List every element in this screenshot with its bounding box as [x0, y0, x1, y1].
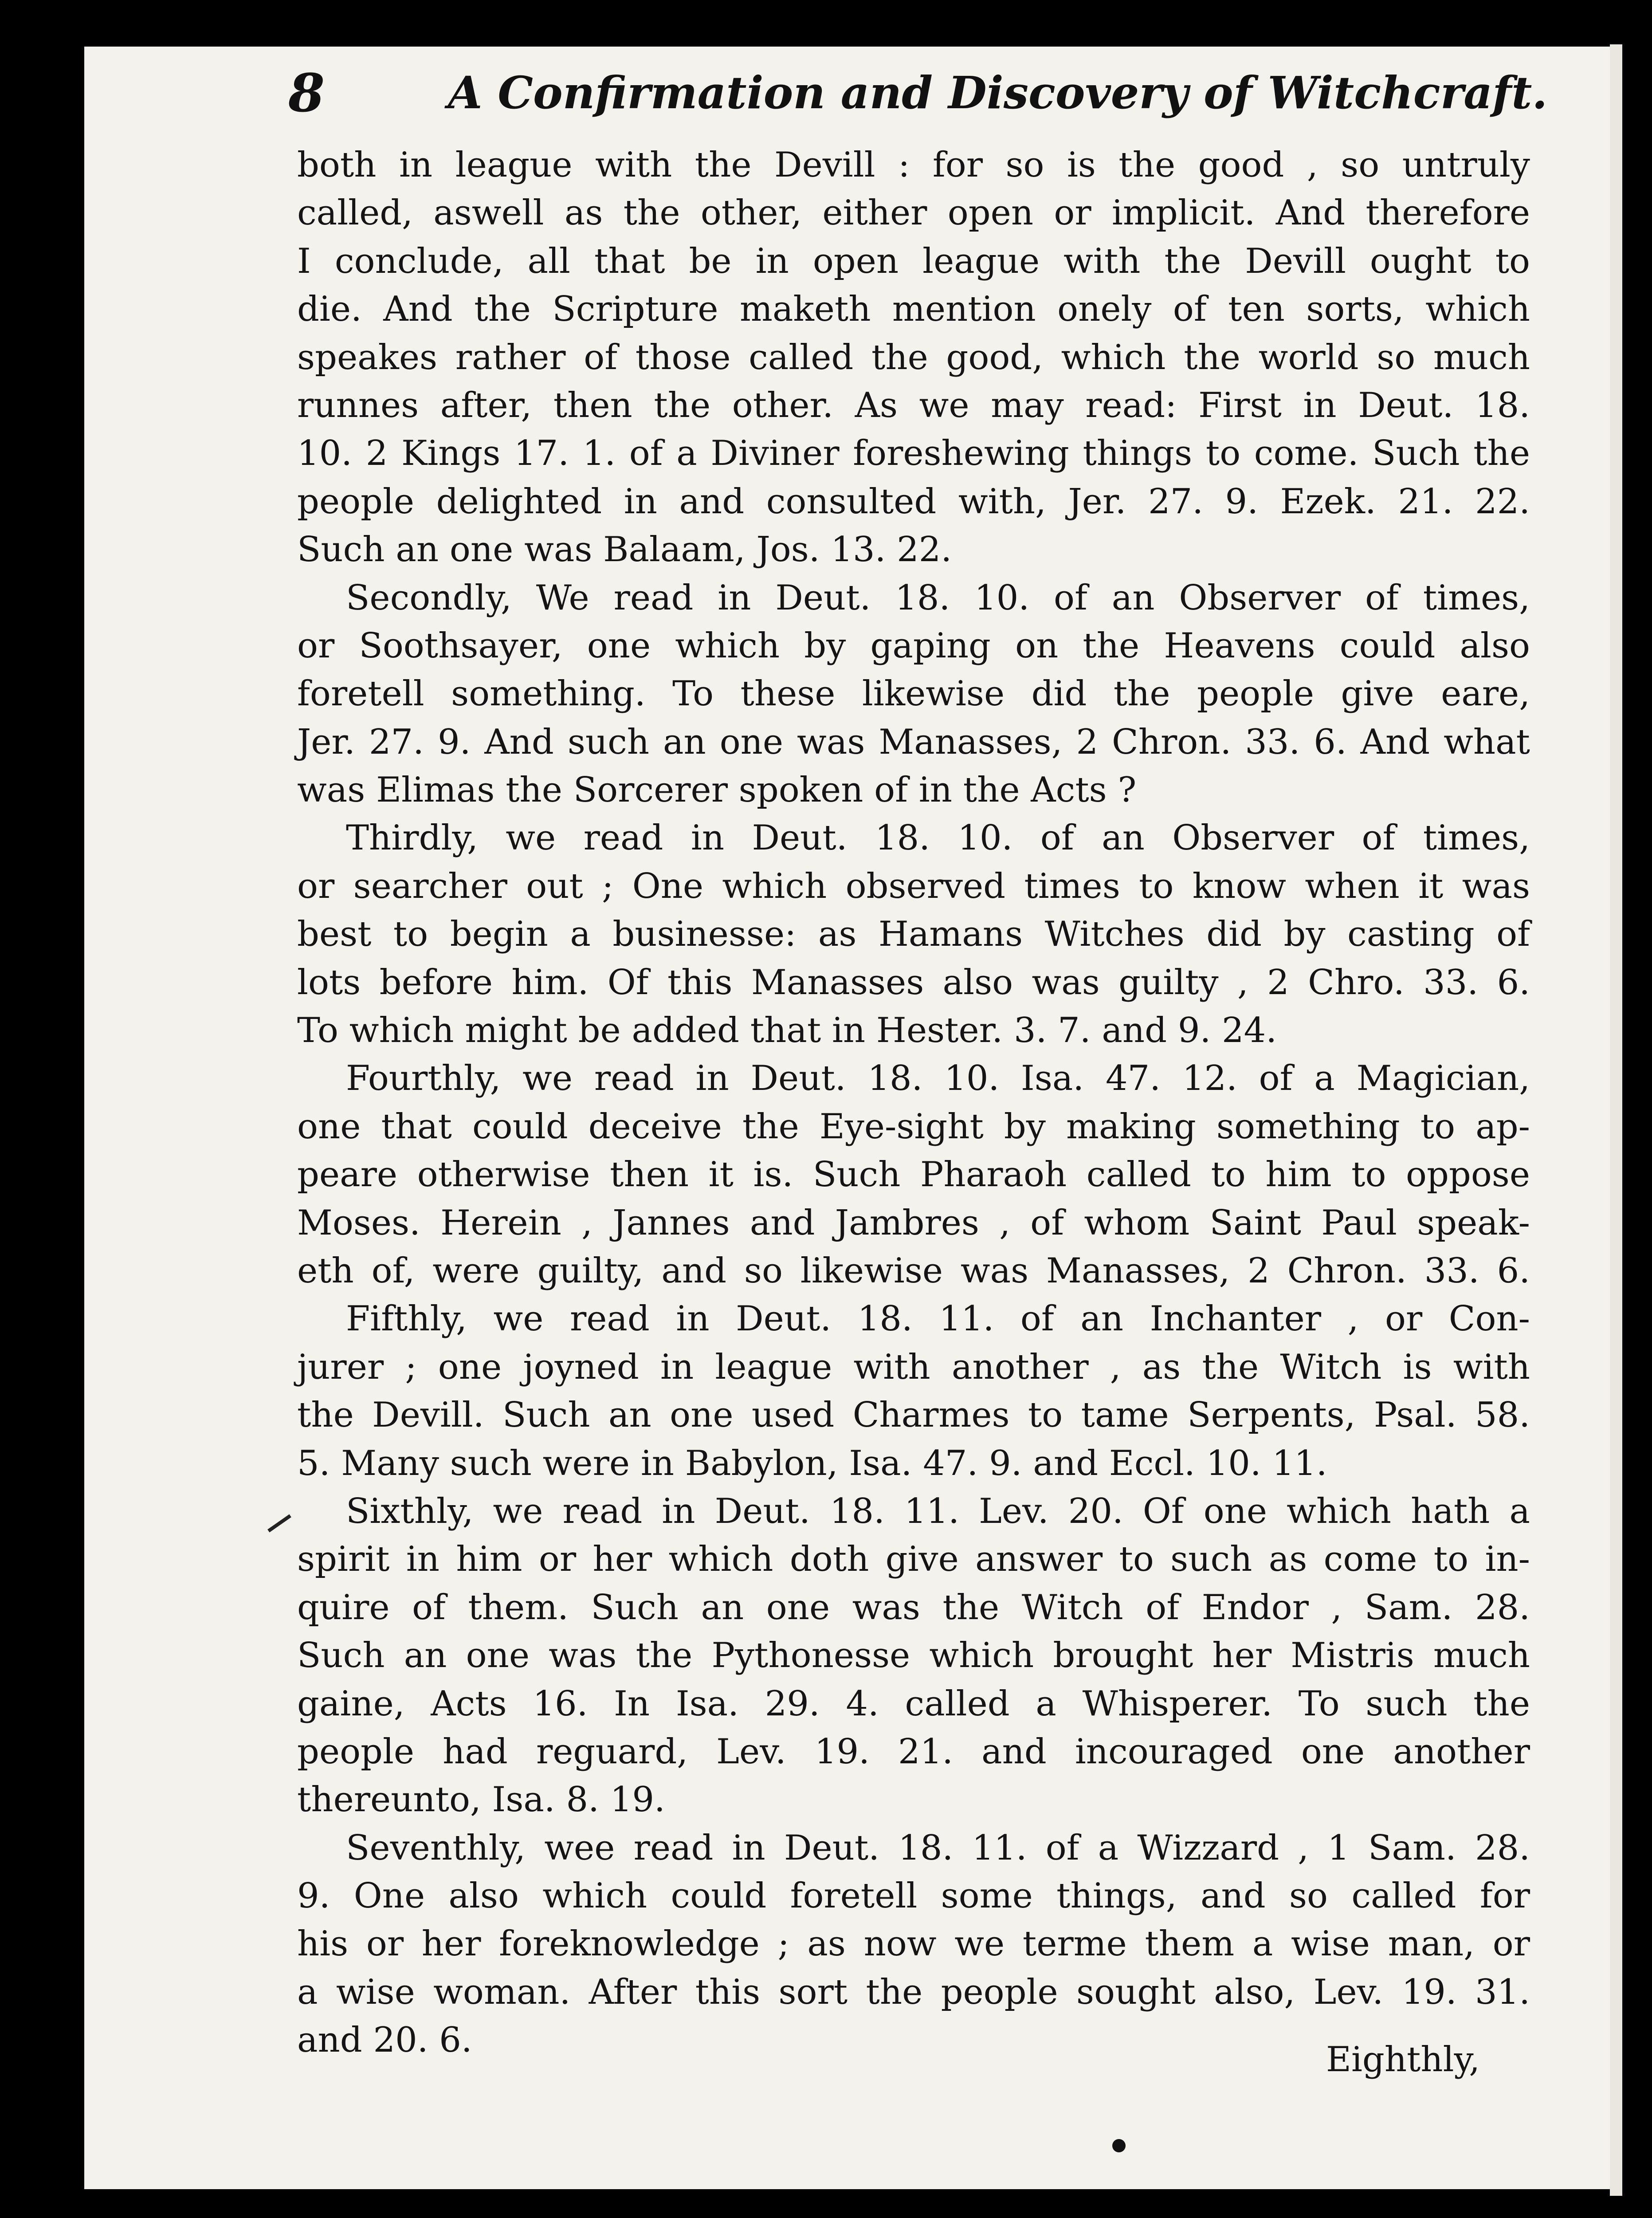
text-line: foretell something. To these likewise did the people give eare, [297, 674, 1530, 714]
running-title: A Confirmation and Discovery of Witchcraft. [448, 67, 1548, 119]
text-line: 5. Many such were in Babylon, Isa. 47. 9. and Eccl. 10. 11. [297, 1443, 1327, 1483]
text-line: spirit in him or her which doth give answer to such as come to in- [297, 1539, 1530, 1580]
text-line: both in league with the Devill : for so is the good , so untruly [297, 145, 1530, 185]
text-line: jurer ; one joyned in league with another , as the Witch is with [297, 1347, 1530, 1387]
text-line: eth of, were guilty, and so likewise was Manasses, 2 Chron. 33. 6. [297, 1251, 1530, 1291]
text-line: Jer. 27. 9. And such an one was Manasses, 2 Chron. 33. 6. And what [297, 722, 1530, 762]
page-number: 8 [288, 62, 325, 124]
text-line: Moses. Herein , Jannes and Jambres , of whom Saint Paul speak- [297, 1203, 1530, 1243]
text-line: die. And the Scripture maketh mention onely of ten sorts, which [297, 289, 1530, 330]
text-line: thereunto, Isa. 8. 19. [297, 1780, 665, 1820]
text-line: I conclude, all that be in open league with the Devill ought to [297, 241, 1530, 281]
catchword: Eighthly, [1326, 2040, 1480, 2080]
text-line: 9. One also which could foretell some things, and so called for [297, 1876, 1530, 1916]
ink-dot [1112, 2139, 1126, 2152]
text-line: the Devill. Such an one used Charmes to tame Serpents, Psal. 58. [297, 1395, 1530, 1435]
text-line: best to begin a businesse: as Hamans Witches did by casting of [297, 914, 1530, 955]
text-line: peare otherwise then it is. Such Pharaoh called to him to oppose [297, 1155, 1530, 1195]
body-text [297, 141, 1530, 2065]
text-line: speakes rather of those called the good, which the world so much [297, 337, 1530, 378]
page-header [288, 62, 1548, 138]
text-line: 10. 2 Kings 17. 1. of a Diviner foreshewing things to come. Such the [297, 433, 1530, 474]
text-line: people delighted in and consulted with, Jer. 27. 9. Ezek. 21. 22. [297, 481, 1530, 522]
text-line: gaine, Acts 16. In Isa. 29. 4. called a Whisperer. To such the [297, 1683, 1530, 1724]
text-line: Seventhly, wee read in Deut. 18. 11. of a Wizzard , 1 Sam. 28. [346, 1828, 1530, 1868]
text-line: runnes after, then the other. As we may read: First in Deut. 18. [297, 385, 1530, 425]
text-line: Sixthly, we read in Deut. 18. 11. Lev. 20. Of one which hath a [346, 1491, 1530, 1531]
adjacent-page-edge [1610, 44, 1622, 2196]
text-line: his or her foreknowledge ; as now we terme them a wise man, or [297, 1924, 1530, 1964]
text-line: Such an one was the Pythonesse which brought her Mistris much [297, 1636, 1530, 1676]
text-line: Fourthly, we read in Deut. 18. 10. Isa. 47. 12. of a Magician, [346, 1058, 1530, 1099]
text-line: Such an one was Balaam, Jos. 13. 22. [297, 530, 952, 570]
text-line: people had reguard, Lev. 19. 21. and incouraged one another [297, 1731, 1530, 1772]
text-line: called, aswell as the other, either open or implicit. And therefore [297, 193, 1530, 233]
text-line: or searcher out ; One which observed times to know when it was [297, 866, 1530, 906]
text-line: a wise woman. After this sort the people sought also, Lev. 19. 31. [297, 1972, 1530, 2012]
text-line: one that could deceive the Eye-sight by making something to ap- [297, 1106, 1530, 1147]
text-line: and 20. 6. [297, 2020, 472, 2061]
text-line: was Elimas the Sorcerer spoken of in the Acts ? [297, 770, 1137, 810]
text-line: Secondly, We read in Deut. 18. 10. of an Observer of times, [346, 578, 1530, 618]
text-line: Thirdly, we read in Deut. 18. 10. of an Observer of times, [346, 818, 1530, 858]
text-line: quire of them. Such an one was the Witch of Endor , Sam. 28. [297, 1587, 1530, 1628]
text-line: To which might be added that in Hester. 3. 7. and 9. 24. [297, 1011, 1277, 1051]
text-line: lots before him. Of this Manasses also was guilty , 2 Chro. 33. 6. [297, 962, 1530, 1003]
text-line: Fifthly, we read in Deut. 18. 11. of an Inchanter , or Con- [346, 1299, 1530, 1339]
text-line: or Soothsayer, one which by gaping on the Heavens could also [297, 625, 1530, 666]
